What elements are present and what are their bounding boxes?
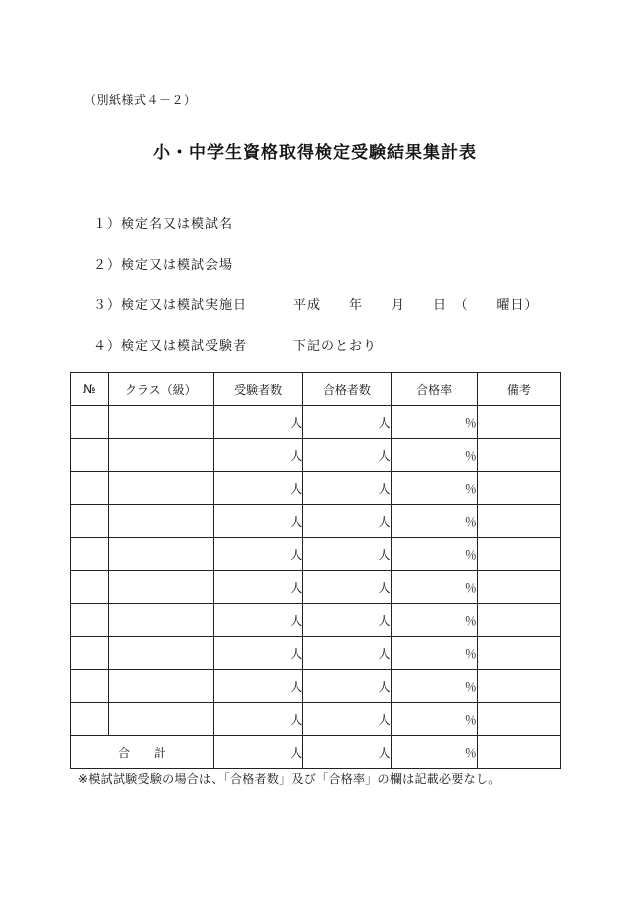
header-remarks: 備考	[477, 373, 560, 406]
item-exam-venue	[93, 254, 233, 273]
table-row	[71, 604, 561, 637]
cell-passers[interactable]: 人	[303, 538, 391, 571]
footnote: ※模試試験受験の場合は、「合格者数」及び「合格率」の欄は記載必要なし。	[78, 772, 501, 786]
item-number: ３）	[93, 298, 122, 313]
cell-remarks[interactable]	[477, 571, 560, 604]
header-passers: 合格者数	[303, 373, 391, 406]
cell-passers[interactable]: 人	[303, 472, 391, 505]
results-table	[70, 372, 561, 769]
item-exam-date	[93, 294, 539, 313]
cell-examinees[interactable]: 人	[214, 571, 303, 604]
cell-remarks[interactable]	[477, 604, 560, 637]
item-number: ４）	[93, 339, 122, 354]
item-examinees	[93, 335, 378, 354]
cell-pass-rate[interactable]: ％	[391, 604, 477, 637]
cell-class[interactable]	[108, 637, 214, 670]
cell-passers[interactable]: 人	[303, 406, 391, 439]
item-number: ２）	[93, 258, 122, 273]
cell-remarks[interactable]	[477, 637, 560, 670]
header-class: クラス（級）	[108, 373, 214, 406]
item-exam-name	[93, 213, 233, 232]
cell-passers[interactable]: 人	[303, 670, 391, 703]
cell-no[interactable]	[71, 703, 109, 736]
total-remarks[interactable]	[477, 736, 560, 769]
total-pass-rate[interactable]: ％	[391, 736, 477, 769]
cell-remarks[interactable]	[477, 472, 560, 505]
item-label: 検定又は模試実施日	[121, 298, 248, 313]
cell-pass-rate[interactable]: ％	[391, 505, 477, 538]
page-title: 小・中学生資格取得検定受験結果集計表	[153, 143, 477, 163]
cell-remarks[interactable]	[477, 703, 560, 736]
total-examinees[interactable]: 人	[214, 736, 303, 769]
total-passers[interactable]: 人	[303, 736, 391, 769]
cell-remarks[interactable]	[477, 505, 560, 538]
item-label: 検定又は模試受験者	[121, 339, 248, 354]
cell-pass-rate[interactable]: ％	[391, 439, 477, 472]
cell-no[interactable]	[71, 571, 109, 604]
cell-class[interactable]	[108, 406, 214, 439]
cell-pass-rate[interactable]: ％	[391, 670, 477, 703]
cell-examinees[interactable]: 人	[214, 670, 303, 703]
cell-passers[interactable]: 人	[303, 637, 391, 670]
cell-class[interactable]	[108, 703, 214, 736]
cell-class[interactable]	[108, 571, 214, 604]
cell-pass-rate[interactable]: ％	[391, 637, 477, 670]
cell-pass-rate[interactable]: ％	[391, 703, 477, 736]
item-label: 検定又は模試会場	[121, 258, 234, 273]
cell-no[interactable]	[71, 604, 109, 637]
table-row	[71, 637, 561, 670]
cell-pass-rate[interactable]: ％	[391, 472, 477, 505]
cell-no[interactable]	[71, 670, 109, 703]
cell-no[interactable]	[71, 505, 109, 538]
cell-examinees[interactable]: 人	[214, 505, 303, 538]
cell-examinees[interactable]: 人	[214, 439, 303, 472]
table-row	[71, 670, 561, 703]
table-header-row	[71, 373, 561, 406]
cell-pass-rate[interactable]: ％	[391, 406, 477, 439]
item-number: １）	[93, 217, 122, 232]
table-row	[71, 538, 561, 571]
exam-date-fields: 平成 年 月 日 （ 曜日）	[293, 298, 539, 313]
cell-class[interactable]	[108, 538, 214, 571]
cell-remarks[interactable]	[477, 406, 560, 439]
cell-class[interactable]	[108, 505, 214, 538]
cell-examinees[interactable]: 人	[214, 703, 303, 736]
total-row	[71, 736, 561, 769]
table-row	[71, 571, 561, 604]
table-row	[71, 439, 561, 472]
cell-examinees[interactable]: 人	[214, 637, 303, 670]
cell-class[interactable]	[108, 439, 214, 472]
cell-no[interactable]	[71, 538, 109, 571]
cell-pass-rate[interactable]: ％	[391, 571, 477, 604]
cell-no[interactable]	[71, 472, 109, 505]
cell-examinees[interactable]: 人	[214, 538, 303, 571]
cell-passers[interactable]: 人	[303, 604, 391, 637]
examinees-value: 下記のとおり	[293, 339, 378, 354]
cell-class[interactable]	[108, 604, 214, 637]
total-label: 合 計	[71, 736, 214, 769]
cell-pass-rate[interactable]: ％	[391, 538, 477, 571]
cell-no[interactable]	[71, 637, 109, 670]
cell-passers[interactable]: 人	[303, 439, 391, 472]
header-examinees: 受験者数	[214, 373, 303, 406]
cell-passers[interactable]: 人	[303, 571, 391, 604]
item-label: 検定名又は模試名	[121, 217, 234, 232]
header-pass-rate: 合格率	[391, 373, 477, 406]
cell-examinees[interactable]: 人	[214, 472, 303, 505]
table-row	[71, 703, 561, 736]
cell-no[interactable]	[71, 406, 109, 439]
cell-passers[interactable]: 人	[303, 703, 391, 736]
cell-remarks[interactable]	[477, 670, 560, 703]
table-row	[71, 406, 561, 439]
cell-examinees[interactable]: 人	[214, 604, 303, 637]
header-no: №	[71, 373, 109, 406]
cell-examinees[interactable]: 人	[214, 406, 303, 439]
cell-class[interactable]	[108, 472, 214, 505]
cell-class[interactable]	[108, 670, 214, 703]
cell-remarks[interactable]	[477, 439, 560, 472]
table-row	[71, 505, 561, 538]
cell-no[interactable]	[71, 439, 109, 472]
cell-remarks[interactable]	[477, 538, 560, 571]
cell-passers[interactable]: 人	[303, 505, 391, 538]
table-row	[71, 472, 561, 505]
form-code: （別紙様式４－２）	[84, 93, 197, 107]
